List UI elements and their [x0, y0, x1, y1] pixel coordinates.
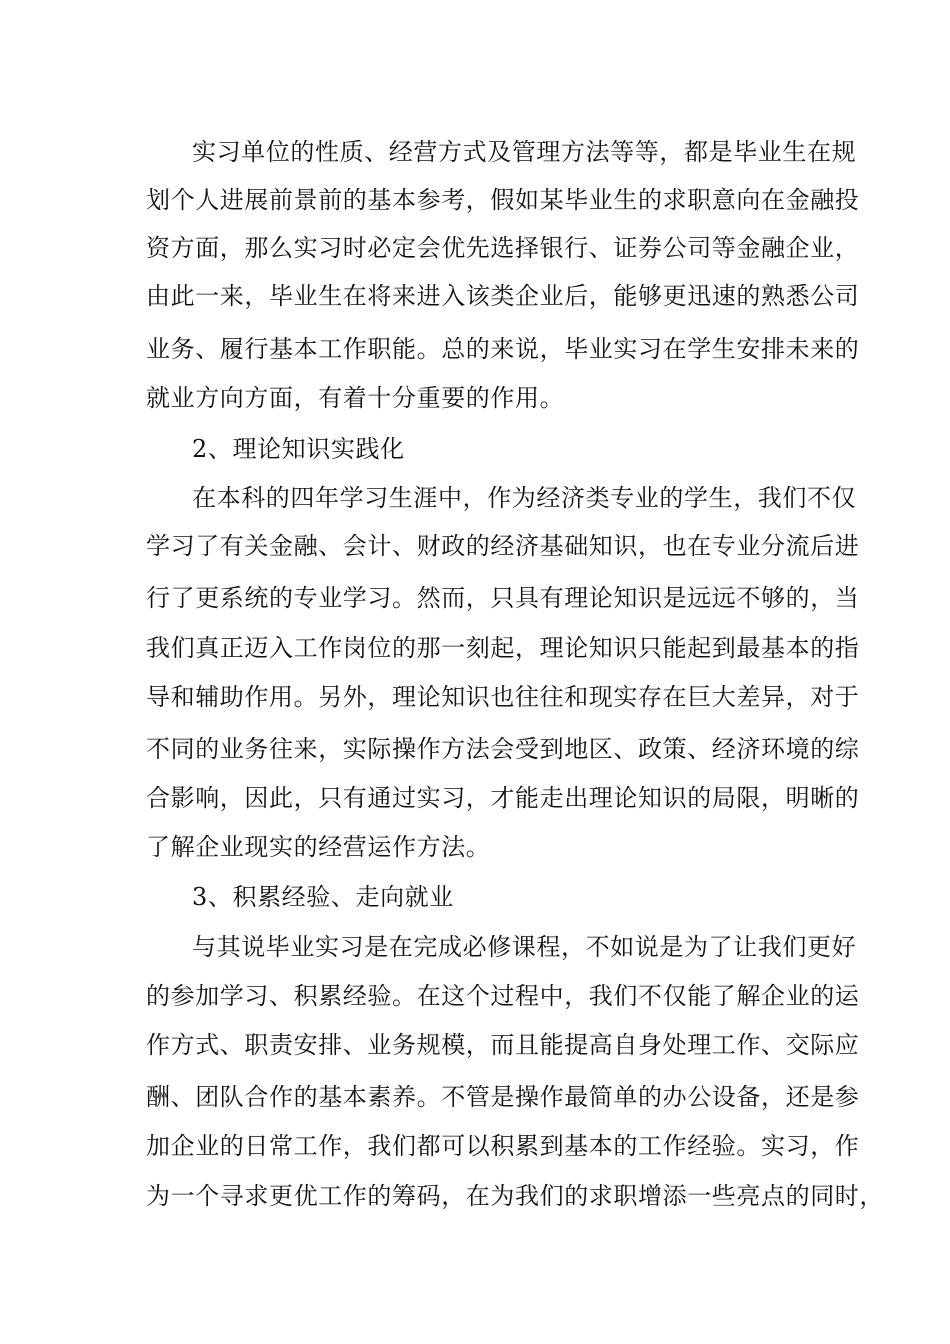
- paragraph-line: 与其说毕业实习是在完成必修课程，不如说是为了让我们更好: [192, 933, 857, 961]
- paragraph-line: 就业方向方面，有着十分重要的作用。: [146, 384, 565, 412]
- paragraph-line: 合影响，因此，只有通过实习，才能走出理论知识的局限，明晰的: [146, 784, 860, 812]
- paragraph-line: 我们真正迈入工作岗位的那一刻起，理论知识只能起到最基本的指: [146, 634, 860, 662]
- paragraph-line: 了解企业现实的经营运作方法。: [146, 833, 491, 861]
- paragraph-line: 由此一来，毕业生在将来进入该类企业后，能够更迅速的熟悉公司: [146, 282, 860, 310]
- paragraph-line: 导和辅助作用。另外，理论知识也往往和现实存在巨大差异，对于: [146, 683, 860, 711]
- paragraph-line: 实习单位的性质、经营方式及管理方法等等，都是毕业生在规: [192, 138, 857, 166]
- paragraph-line: 资方面，那么实习时必定会优先选择银行、证券公司等金融企业，: [146, 234, 860, 262]
- paragraph-line: 的参加学习、积累经验。在这个过程中，我们不仅能了解企业的运: [146, 982, 860, 1010]
- paragraph-line: 不同的业务往来，实际操作方法会受到地区、政策、经济环境的综: [146, 735, 860, 763]
- paragraph-line: 行了更系统的专业学习。然而，只具有理论知识是远远不够的，当: [146, 584, 860, 612]
- paragraph-line: 学习了有关金融、会计、财政的经济基础知识，也在专业分流后进: [146, 532, 860, 560]
- section-heading: 2、理论知识实践化: [192, 435, 405, 463]
- paragraph-line: 业务、履行基本工作职能。总的来说，毕业实习在学生安排未来的: [146, 335, 860, 363]
- section-heading: 3、积累经验、走向就业: [192, 883, 454, 911]
- paragraph-line: 在本科的四年学习生涯中，作为经济类专业的学生，我们不仅: [192, 484, 857, 512]
- paragraph-line: 加企业的日常工作，我们都可以积累到基本的工作经验。实习，作: [146, 1132, 860, 1160]
- paragraph-line: 为一个寻求更优工作的筹码，在为我们的求职增添一些亮点的同时，: [146, 1182, 884, 1210]
- paragraph-line: 酬、团队合作的基本素养。不管是操作最简单的办公设备，还是参: [146, 1083, 860, 1111]
- paragraph-line: 划个人进展前景前的基本参考，假如某毕业生的求职意向在金融投: [146, 186, 860, 214]
- paragraph-line: 作方式、职责安排、业务规模，而且能提高自身处理工作、交际应: [146, 1031, 860, 1059]
